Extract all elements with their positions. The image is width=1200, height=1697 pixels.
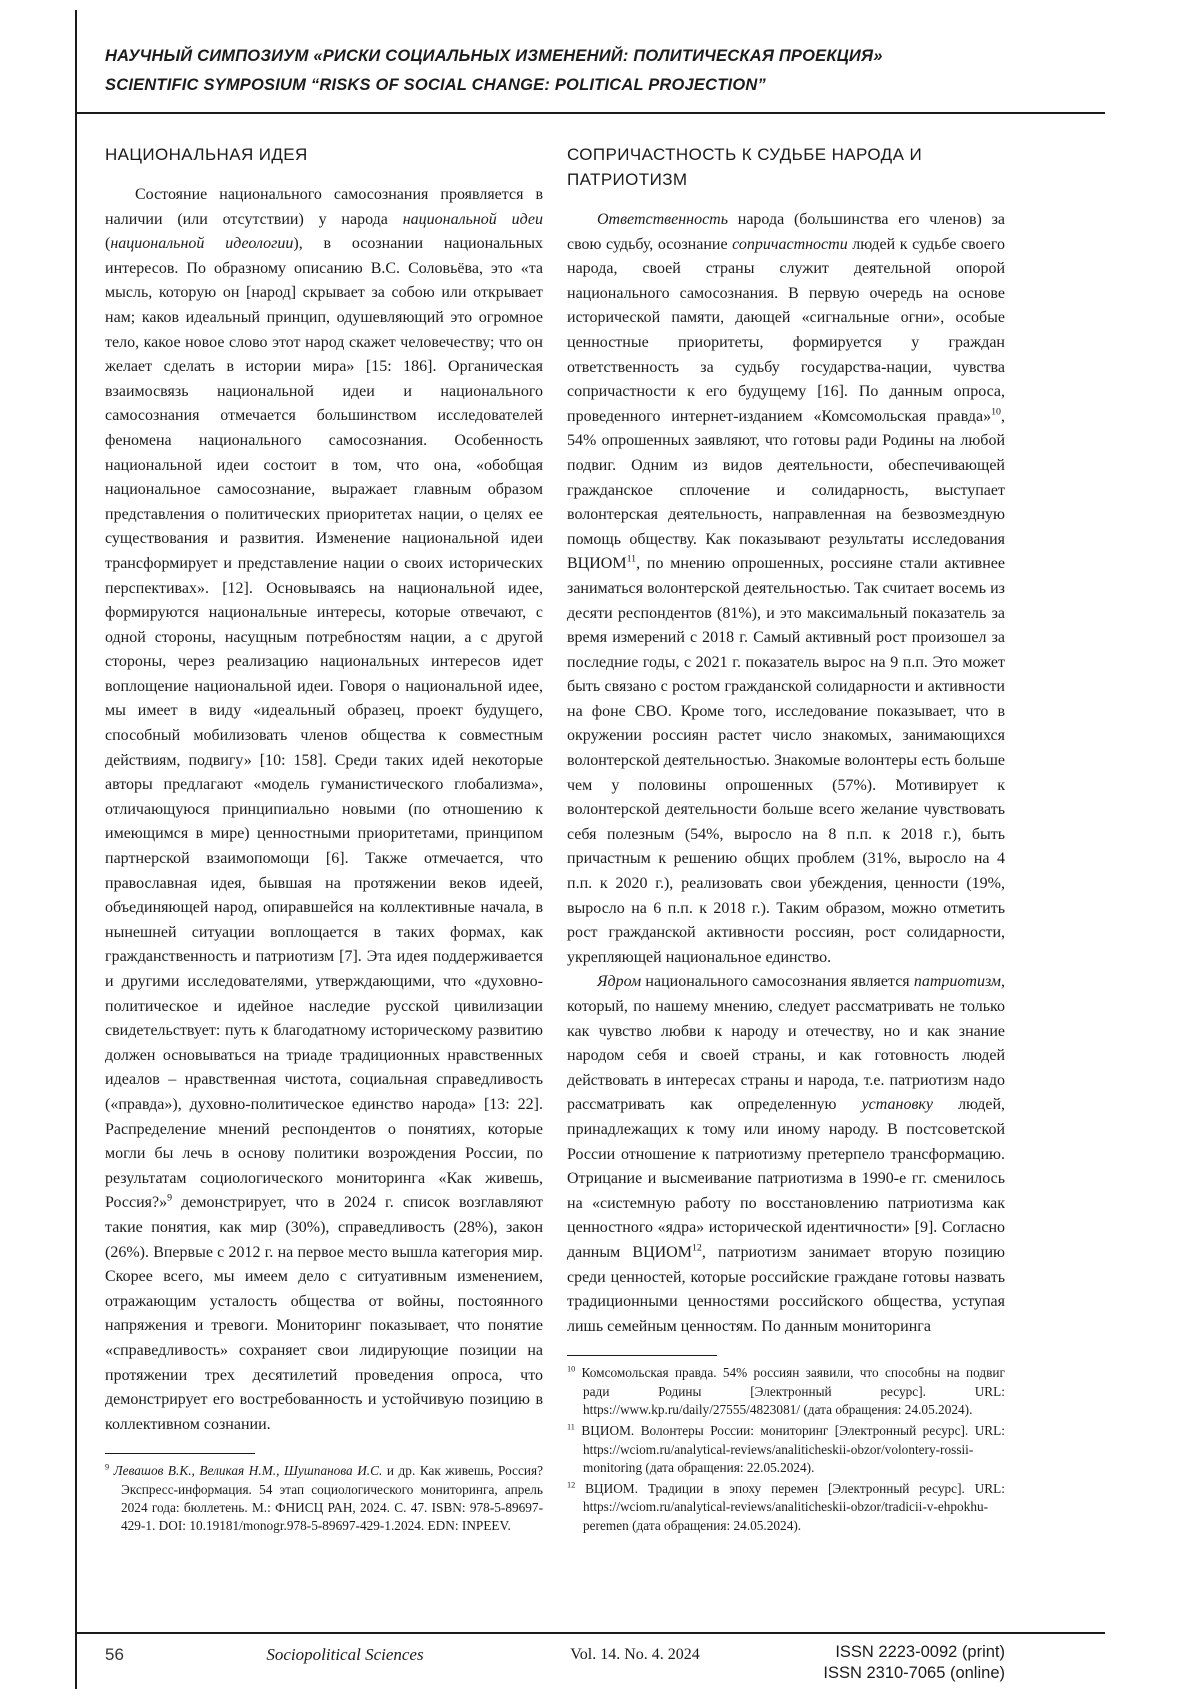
body-paragraph: Ответственность народа (большинства его членов) за свою судьбу, осознание сопричастности людей к судьбе своего народа, своей страны служит деятельной опорой национального самосознания. В первую очередь на основе исторической памяти, дающей «сигнальные огни», особые ценностные приоритеты, формируется у граждан ответственность за судьбу государства-нации, чувства сопричастности к его будущему [16]. По данным опроса, проведенного интернет-изданием «Комсомольская правда»$^{10}$, 54% опрошенных заявляют, что готовы ради Родины на любой подвиг. Одним из видов деятельности, обеспечивающей гражданское сплочение и солидарность, выступает волонтерская деятельность, направленная на безвозмездную помощь обществу. Как показывают результаты исследования ВЦИОМ$^{11}$, по мнению опрошенных, россияне стали активнее заниматься волонтерской деятельностью. Так считает восемь из десяти респондентов (81%), и это максимальный показатель за время измерений с 2018 г. Самый активный рост произошел за последние годы, с 2021 г. показатель вырос на 9 п.п. Это может быть связано с ростом гражданской солидарности и активности на фоне СВО. Кроме того, исследование показывает, что в окружении россиян растет число знакомых, занимающихся волонтерской деятельностью. Знакомые волонтеры есть больше чем у половины опрошенных (57%). Мотивирует к волонтерской деятельности больше всего желание чувствовать себя полезным (54%, выросло на 8 п.п. к 2018 г.), быть причастным к решению общих проблем (31%, выросло на 4 п.п. к 2020 г.), реализовать свои убеждения, ценности (19%, выросло на 6 п.п. к 2018 г.). Таким образом, можно отметить рост гражданской активности россиян, рост солидарности, укрепляющей национальное единство. — [567, 211, 1005, 966]
footnotes-right — [567, 1355, 1005, 1535]
footnote-11: $^{11}$ ВЦИОМ. Волонтеры России: мониторинг [Электронный ресурс]. URL: https://wciom.ru/analytical-reviews/analiticheskii-obzor/volontery-rossii-monitoring (дата обращения: 22.05.2024). — [567, 1422, 1005, 1475]
symposium-title-en: SCIENTIFIC SYMPOSIUM “RISKS OF SOCIAL CHANGE: POLITICAL PROJECTION” — [105, 76, 766, 94]
footnote-10: $^{10}$ Комсомольская правда. 54% россиян заявили, что способны на подвиг ради Родины [Электронный ресурс]. URL: https://www.kp.ru/daily/27555/4823081/ (дата обращения: 24.05.2024). — [567, 1364, 1005, 1417]
journal-title: Sociopolitical Sciences — [266, 1645, 424, 1664]
footnote-separator — [105, 1453, 255, 1454]
body-paragraph: Состояние национального самосознания проявляется в наличии (или отсутствии) у народа национальной идеи (национальной идеологии), в осознании национальных интересов. По образному описанию В.С. Соловьёва, это «та мысль, которую он [народ] скрывает за собою или открывает нам; каков идеальный принцип, одушевляющий это огромное тело, какое новое слово этот народ скажет человечеству; что он желает сделать в истории мира» [15: 186]. Органическая взаимосвязь национальной идеи и национального самосознания отмечается большинством исследователей феномена национального самосознания. Особенность национальной идеи состоит в том, что она, «обобщая национальное самосознание, выражает главным образом представления о политических приоритетах нации, о целях ее существования и развития. Изменение национальной идеи трансформирует и представление нации о своих исторических перспективах». [12]. Основываясь на национальной идее, формируются национальные интересы, которые отвечают, с одной стороны, насущным потребностям нации, а с другой стороны, через реализацию национальных интересов идет воплощение национальной идеи. Говоря о национальной идее, мы имеет в виду «идеальный образец, проект будущего, способный мобилизовать членов общества к совместным действиям, подвигу» [10: 158]. Среди таких идей некоторые авторы предлагают «модель гуманистического глобализма», отличающуюся принципиально новыми (по отношению к имеющимся в мире) ценностными приоритетами, принципом партнерской взаимопомощи [6]. Также отмечается, что православная идея, бывшая на протяжении веков идеей, объединяющей народ, опиравшейся на коллективные начала, в нынешней ситуации воплощается в таких формах, как гражданственность и патриотизм [7]. Эта идея поддерживается и другими исследователями, утверждающими, что «духовно-политическое и идейное наследие русской цивилизации свидетельствует: путь к благодатному историческому развитию должен основываться на триаде традиционных нравственных идеалов – нравственная чистота, социальная справедливость («правда»), духовно-политическое единство народа» [13: 22]. Распределение мнений респондентов о понятиях, которые могли бы лечь в основу политики возрождения России, по результатам социологического мониторинга «Как живешь, Россия?»$^9$ демонстрирует, что в 2024 г. список возглавляют такие понятия, как мир (30%), справедливость (28%), закон (26%). Впервые с 2012 г. на первое место вышла категория мир. Скорее всего, мы имеем дело с ситуативным изменением, отражающим усталость общества от войны, постоянного напряжения и тревоги. Мониторинг показывает, что понятие «справедливость» сохраняет свои лидирующие позиции на протяжении трех десятилетий проведения опроса, что демонстрирует его востребованность и устойчивую позицию в коллективном сознании. — [105, 186, 543, 1433]
header-rule — [75, 112, 1105, 114]
left-column — [105, 140, 543, 1618]
issn-print: ISSN 2223-0092 (print) — [835, 1643, 1005, 1661]
issn-online: ISSN 2310-7065 (online) — [823, 1664, 1005, 1682]
left-margin-rule — [75, 10, 77, 1689]
footnote-separator — [567, 1355, 717, 1356]
section-heading-national-idea: НАЦИОНАЛЬНАЯ ИДЕЯ — [105, 145, 308, 164]
volume-info: Vol. 14. No. 4. 2024 — [570, 1646, 700, 1663]
footer-rule — [75, 1632, 1105, 1634]
footnote-9: $^9$ Левашов В.К., Великая Н.М., Шушпанова И.С. и др. Как живешь, Россия? Экспресс-информация. 54 этап социологического мониторинга, апрель 2024 года: бюллетень. М.: ФНИСЦ РАН, 2024. С. 47. ISBN: 978-5-89697-429-1. DOI: 10.19181/monogr.978-5-89697-429-1.2024. EDN: INPEEV. — [105, 1462, 543, 1534]
right-column — [567, 140, 1005, 1618]
footnote-12: $^{12}$ ВЦИОМ. Традиции в эпоху перемен [Электронный ресурс]. URL: https://wciom.ru/analytical-reviews/analiticheskii-obzor/tradicii-v-ehpokhu-peremen (дата обращения: 24.05.2024). — [567, 1480, 1005, 1533]
section-heading-involvement-patriotism: СОПРИЧАСТНОСТЬ К СУДЬБЕ НАРОДА И ПАТРИОТИЗМ — [567, 145, 923, 189]
footnotes-left — [105, 1453, 543, 1535]
symposium-title-ru: НАУЧНЫЙ СИМПОЗИУМ «РИСКИ СОЦИАЛЬНЫХ ИЗМЕНЕНИЙ: ПОЛИТИЧЕСКАЯ ПРОЕКЦИЯ» — [105, 47, 883, 65]
issn-block — [823, 1642, 1005, 1684]
content-area — [105, 42, 1005, 1618]
page-number: 56 — [105, 1645, 124, 1664]
running-header — [105, 42, 1005, 100]
article-body — [105, 140, 1005, 1618]
body-paragraph: Ядром национального самосознания является патриотизм, который, по нашему мнению, следует рассматривать не только как чувство любви к народу и отечеству, но и как знание народом себя и своей страны, и как готовность людей действовать в интересах страны и народа, т.е. патриотизм надо рассматривать как определенную установку людей, принадлежащих к тому или иному народу. В постсоветской России отношение к патриотизму претерпело трансформацию. Отрицание и высмеивание патриотизма в 1990-е гг. сменилось на «системную работу по восстановлению патриотизма как ценностного «ядра» исторической идентичности» [9]. Согласно данным ВЦИОМ$^{12}$, патриотизм занимает вторую позицию среди ценностей, которые российские граждане готовы назвать традиционными ценностями российского общества, уступая лишь семейным ценностям. По данным мониторинга — [567, 973, 1005, 1335]
page-footer — [105, 1642, 1005, 1688]
